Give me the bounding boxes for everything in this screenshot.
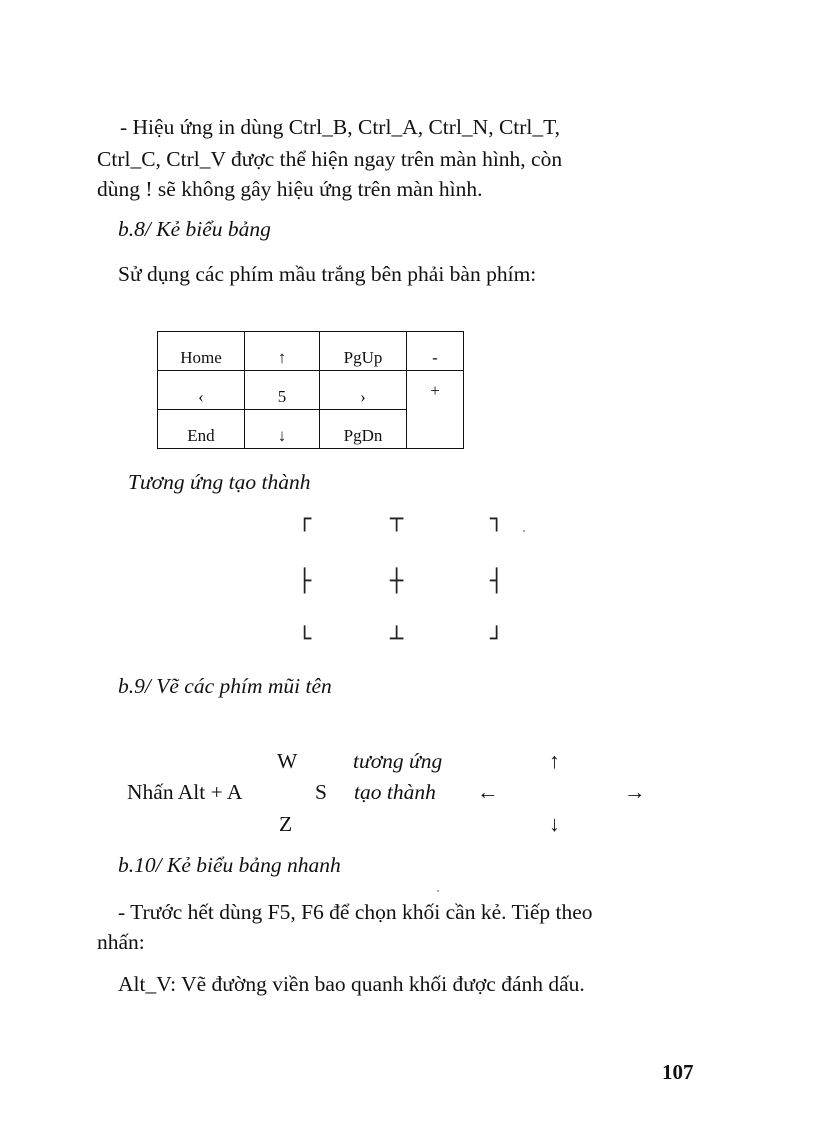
corner-top-left-glyph: ┌ bbox=[298, 507, 312, 532]
corresponding-label: tương ứng bbox=[353, 749, 443, 773]
arrow-right: → bbox=[624, 780, 646, 804]
paragraph-line: Alt_V: Vẽ đường viền bao quanh khối được đánh dấu. bbox=[118, 972, 585, 996]
key-pgdn: PgDn bbox=[320, 410, 407, 449]
key-end: End bbox=[158, 410, 245, 449]
corner-bottom-right-glyph: ┘ bbox=[490, 627, 504, 652]
key-left: ‹ bbox=[158, 371, 245, 410]
key-up: ↑ bbox=[245, 332, 320, 371]
section-heading-b8: b.8/ Kẻ biểu bảng bbox=[118, 217, 271, 241]
key-z: Z bbox=[279, 812, 293, 836]
key-5: 5 bbox=[245, 371, 320, 410]
key-plus: + bbox=[407, 371, 464, 449]
key-home: Home bbox=[158, 332, 245, 371]
arrow-left: ← bbox=[477, 780, 499, 804]
press-alt-a: Nhấn Alt + A bbox=[127, 780, 243, 804]
tee-left-glyph: ├ bbox=[298, 569, 312, 594]
speck bbox=[523, 530, 525, 532]
arrow-down: ↓ bbox=[549, 812, 560, 836]
forms-label: tạo thành bbox=[354, 780, 436, 804]
key-w: W bbox=[277, 749, 298, 773]
section-heading-b10: b.10/ Kẻ biểu bảng nhanh bbox=[118, 853, 341, 877]
key-right: › bbox=[320, 371, 407, 410]
paragraph-line: - Trước hết dùng F5, F6 để chọn khối cần kẻ. Tiếp theo bbox=[118, 900, 593, 924]
paragraph-line: - Hiệu ứng in dùng Ctrl_B, Ctrl_A, Ctrl_N, Ctrl_T, bbox=[120, 115, 561, 139]
speck bbox=[437, 890, 439, 892]
result-label: Tương ứng tạo thành bbox=[128, 470, 311, 494]
tee-right-glyph: ┤ bbox=[490, 569, 504, 594]
key-pgup: PgUp bbox=[320, 332, 407, 371]
paragraph-line: nhấn: bbox=[97, 930, 145, 954]
key-down: ↓ bbox=[245, 410, 320, 449]
key-minus: - bbox=[407, 332, 464, 371]
tee-bottom-glyph: ┴ bbox=[390, 627, 404, 652]
corner-bottom-left-glyph: └ bbox=[298, 627, 312, 652]
corner-top-right-glyph: ┐ bbox=[490, 507, 504, 532]
keypad-table bbox=[157, 331, 464, 449]
cross-glyph: ┼ bbox=[390, 569, 404, 594]
paragraph-line: Ctrl_C, Ctrl_V được thể hiện ngay trên màn hình, còn bbox=[97, 147, 563, 171]
section-intro: Sử dụng các phím mầu trắng bên phải bàn phím: bbox=[118, 262, 537, 286]
key-s: S bbox=[315, 780, 327, 804]
paragraph-line: dùng ! sẽ không gây hiệu ứng trên màn hình. bbox=[97, 177, 483, 201]
section-heading-b9: b.9/ Vẽ các phím mũi tên bbox=[118, 674, 332, 698]
tee-top-glyph: ┬ bbox=[390, 507, 404, 532]
page-number: 107 bbox=[662, 1060, 694, 1084]
arrow-up: ↑ bbox=[549, 749, 560, 773]
